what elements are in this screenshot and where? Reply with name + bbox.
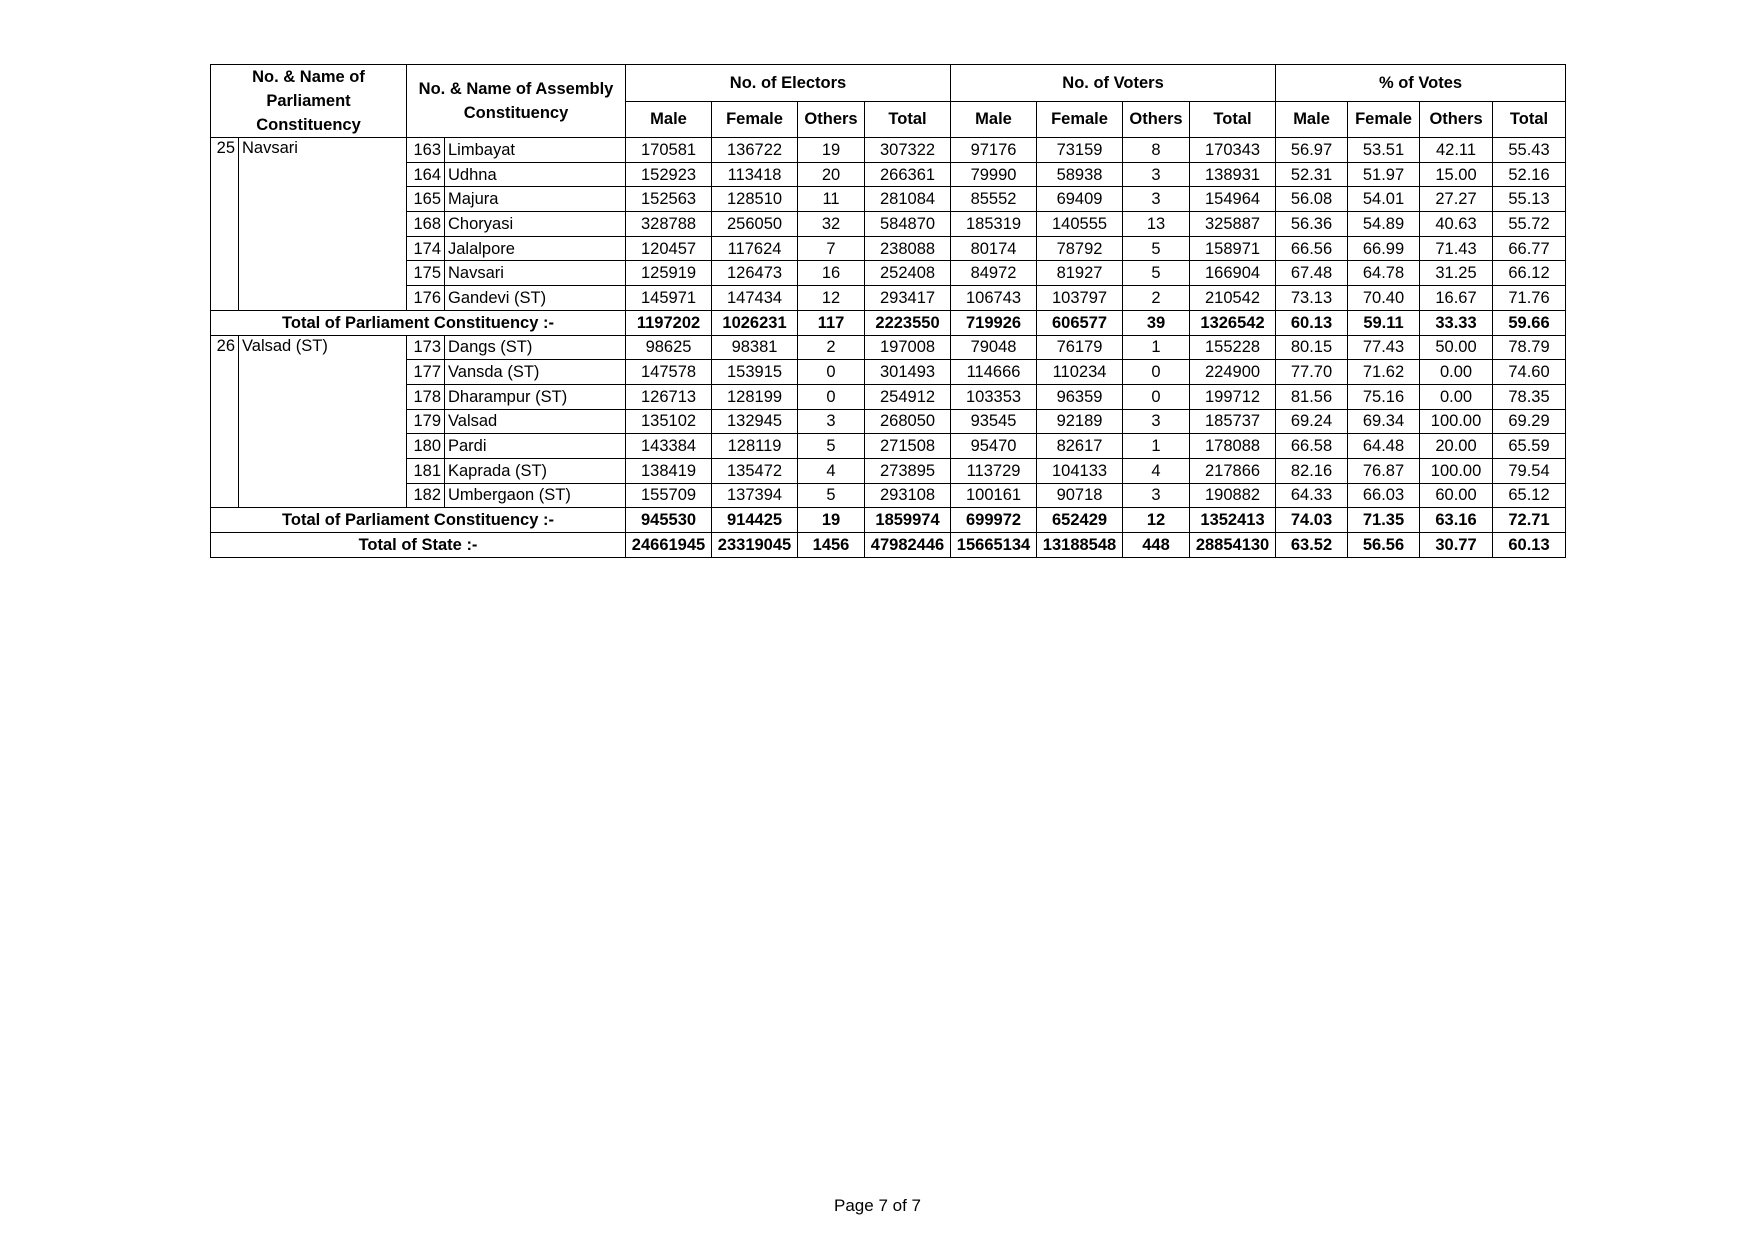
value-cell: 266361 (865, 162, 951, 187)
ac-number: 182 (407, 483, 445, 508)
value-cell: 252408 (865, 261, 951, 286)
ac-number: 175 (407, 261, 445, 286)
value-cell: 0.00 (1420, 360, 1493, 385)
value-cell: 76179 (1037, 335, 1123, 360)
value-cell: 92189 (1037, 409, 1123, 434)
value-cell: 93545 (951, 409, 1037, 434)
value-cell: 128199 (712, 384, 798, 409)
table-row (211, 286, 1566, 311)
value-cell: 98625 (626, 335, 712, 360)
value-cell: 55.72 (1493, 212, 1566, 237)
value-cell: 2 (798, 335, 865, 360)
value-cell: 238088 (865, 236, 951, 261)
value-cell: 82.16 (1276, 458, 1348, 483)
total-cell: 117 (798, 310, 865, 335)
state-total-cell: 15665134 (951, 533, 1037, 558)
value-cell: 8 (1123, 138, 1190, 163)
value-cell: 170343 (1190, 138, 1276, 163)
value-cell: 155709 (626, 483, 712, 508)
total-cell: 1197202 (626, 310, 712, 335)
table-row (211, 138, 1566, 163)
value-cell: 7 (798, 236, 865, 261)
ac-number: 163 (407, 138, 445, 163)
total-cell: 71.35 (1348, 508, 1420, 533)
value-cell: 70.40 (1348, 286, 1420, 311)
value-cell: 125919 (626, 261, 712, 286)
value-cell: 71.43 (1420, 236, 1493, 261)
value-cell: 77.43 (1348, 335, 1420, 360)
ac-name: Majura (445, 187, 626, 212)
ac-number: 168 (407, 212, 445, 237)
value-cell: 136722 (712, 138, 798, 163)
value-cell: 66.99 (1348, 236, 1420, 261)
value-cell: 0 (1123, 384, 1190, 409)
total-cell: 652429 (1037, 508, 1123, 533)
value-cell: 69409 (1037, 187, 1123, 212)
value-cell: 71.62 (1348, 360, 1420, 385)
value-cell: 273895 (865, 458, 951, 483)
value-cell: 3 (1123, 483, 1190, 508)
value-cell: 106743 (951, 286, 1037, 311)
ac-name: Dangs (ST) (445, 335, 626, 360)
value-cell: 78792 (1037, 236, 1123, 261)
state-total-cell: 60.13 (1493, 533, 1566, 558)
total-cell: 39 (1123, 310, 1190, 335)
value-cell: 54.89 (1348, 212, 1420, 237)
value-cell: 81927 (1037, 261, 1123, 286)
value-cell: 126713 (626, 384, 712, 409)
value-cell: 135472 (712, 458, 798, 483)
value-cell: 178088 (1190, 434, 1276, 459)
value-cell: 97176 (951, 138, 1037, 163)
table-row (211, 261, 1566, 286)
value-cell: 126473 (712, 261, 798, 286)
value-cell: 307322 (865, 138, 951, 163)
value-cell: 60.00 (1420, 483, 1493, 508)
value-cell: 75.16 (1348, 384, 1420, 409)
ac-name: Jalalpore (445, 236, 626, 261)
total-cell: 914425 (712, 508, 798, 533)
value-cell: 79048 (951, 335, 1037, 360)
ac-number: 174 (407, 236, 445, 261)
value-cell: 16.67 (1420, 286, 1493, 311)
total-cell: 1352413 (1190, 508, 1276, 533)
value-cell: 20 (798, 162, 865, 187)
table-row (211, 335, 1566, 360)
ac-name: Navsari (445, 261, 626, 286)
value-cell: 16 (798, 261, 865, 286)
value-cell: 98381 (712, 335, 798, 360)
total-cell: 1026231 (712, 310, 798, 335)
value-cell: 69.34 (1348, 409, 1420, 434)
total-cell: 945530 (626, 508, 712, 533)
value-cell: 79990 (951, 162, 1037, 187)
value-cell: 3 (1123, 409, 1190, 434)
value-cell: 154964 (1190, 187, 1276, 212)
value-cell: 110234 (1037, 360, 1123, 385)
value-cell: 113418 (712, 162, 798, 187)
value-cell: 42.11 (1420, 138, 1493, 163)
value-cell: 103353 (951, 384, 1037, 409)
subcol-header: Female (1037, 101, 1123, 138)
value-cell: 0 (798, 384, 865, 409)
value-cell: 5 (798, 483, 865, 508)
value-cell: 66.58 (1276, 434, 1348, 459)
value-cell: 15.00 (1420, 162, 1493, 187)
ac-name: Pardi (445, 434, 626, 459)
value-cell: 77.70 (1276, 360, 1348, 385)
pc-header: No. & Name of Parliament Constituency (211, 65, 407, 138)
value-cell: 217866 (1190, 458, 1276, 483)
value-cell: 325887 (1190, 212, 1276, 237)
value-cell: 5 (1123, 236, 1190, 261)
table-row (211, 236, 1566, 261)
voters-header: No. of Voters (951, 65, 1276, 102)
subcol-header: Male (951, 101, 1037, 138)
value-cell: 54.01 (1348, 187, 1420, 212)
total-cell: 1859974 (865, 508, 951, 533)
value-cell: 66.77 (1493, 236, 1566, 261)
ac-header: No. & Name of Assembly Constituency (407, 65, 626, 138)
value-cell: 271508 (865, 434, 951, 459)
value-cell: 58938 (1037, 162, 1123, 187)
value-cell: 4 (1123, 458, 1190, 483)
table-header (211, 65, 1566, 138)
total-cell: 1326542 (1190, 310, 1276, 335)
value-cell: 95470 (951, 434, 1037, 459)
value-cell: 135102 (626, 409, 712, 434)
value-cell: 293417 (865, 286, 951, 311)
value-cell: 120457 (626, 236, 712, 261)
value-cell: 117624 (712, 236, 798, 261)
pc-total-label: Total of Parliament Constituency :- (211, 310, 626, 335)
value-cell: 96359 (1037, 384, 1123, 409)
value-cell: 256050 (712, 212, 798, 237)
total-cell: 699972 (951, 508, 1037, 533)
page-number: Page 7 of 7 (834, 1196, 921, 1215)
value-cell: 132945 (712, 409, 798, 434)
table-row (211, 360, 1566, 385)
value-cell: 158971 (1190, 236, 1276, 261)
pc-number: 25 (211, 138, 239, 311)
value-cell: 143384 (626, 434, 712, 459)
pc-total-row (211, 310, 1566, 335)
state-total-cell: 1456 (798, 533, 865, 558)
ac-name: Kaprada (ST) (445, 458, 626, 483)
value-cell: 52.31 (1276, 162, 1348, 187)
ac-number: 177 (407, 360, 445, 385)
value-cell: 254912 (865, 384, 951, 409)
value-cell: 268050 (865, 409, 951, 434)
value-cell: 0 (1123, 360, 1190, 385)
subcol-header: Male (1276, 101, 1348, 138)
value-cell: 100161 (951, 483, 1037, 508)
value-cell: 170581 (626, 138, 712, 163)
pc-total-row (211, 508, 1566, 533)
total-cell: 33.33 (1420, 310, 1493, 335)
state-total-cell: 28854130 (1190, 533, 1276, 558)
value-cell: 199712 (1190, 384, 1276, 409)
value-cell: 73159 (1037, 138, 1123, 163)
state-total-row (211, 533, 1566, 558)
state-total-cell: 30.77 (1420, 533, 1493, 558)
value-cell: 66.03 (1348, 483, 1420, 508)
value-cell: 55.13 (1493, 187, 1566, 212)
ac-number: 180 (407, 434, 445, 459)
value-cell: 138419 (626, 458, 712, 483)
value-cell: 81.56 (1276, 384, 1348, 409)
ac-name: Dharampur (ST) (445, 384, 626, 409)
value-cell: 69.24 (1276, 409, 1348, 434)
value-cell: 65.12 (1493, 483, 1566, 508)
value-cell: 2 (1123, 286, 1190, 311)
state-total-label: Total of State :- (211, 533, 626, 558)
value-cell: 69.29 (1493, 409, 1566, 434)
total-cell: 2223550 (865, 310, 951, 335)
value-cell: 79.54 (1493, 458, 1566, 483)
value-cell: 64.78 (1348, 261, 1420, 286)
value-cell: 137394 (712, 483, 798, 508)
value-cell: 3 (798, 409, 865, 434)
state-total-cell: 23319045 (712, 533, 798, 558)
value-cell: 80.15 (1276, 335, 1348, 360)
ac-number: 179 (407, 409, 445, 434)
value-cell: 3 (1123, 162, 1190, 187)
total-cell: 606577 (1037, 310, 1123, 335)
state-total-cell: 13188548 (1037, 533, 1123, 558)
value-cell: 104133 (1037, 458, 1123, 483)
value-cell: 82617 (1037, 434, 1123, 459)
value-cell: 103797 (1037, 286, 1123, 311)
value-cell: 185319 (951, 212, 1037, 237)
value-cell: 328788 (626, 212, 712, 237)
value-cell: 140555 (1037, 212, 1123, 237)
ac-name: Choryasi (445, 212, 626, 237)
subcol-header: Female (1348, 101, 1420, 138)
state-total-cell: 56.56 (1348, 533, 1420, 558)
value-cell: 27.27 (1420, 187, 1493, 212)
value-cell: 78.35 (1493, 384, 1566, 409)
subcol-header: Total (1190, 101, 1276, 138)
value-cell: 301493 (865, 360, 951, 385)
value-cell: 66.12 (1493, 261, 1566, 286)
pc-total-label: Total of Parliament Constituency :- (211, 508, 626, 533)
percent-votes-header: % of Votes (1276, 65, 1566, 102)
subcol-header: Others (1420, 101, 1493, 138)
ac-number: 165 (407, 187, 445, 212)
value-cell: 12 (798, 286, 865, 311)
value-cell: 1 (1123, 434, 1190, 459)
value-cell: 0.00 (1420, 384, 1493, 409)
value-cell: 65.59 (1493, 434, 1566, 459)
value-cell: 56.36 (1276, 212, 1348, 237)
state-total-cell: 63.52 (1276, 533, 1348, 558)
table-row (211, 483, 1566, 508)
ac-number: 181 (407, 458, 445, 483)
value-cell: 224900 (1190, 360, 1276, 385)
value-cell: 293108 (865, 483, 951, 508)
value-cell: 55.43 (1493, 138, 1566, 163)
ac-name: Udhna (445, 162, 626, 187)
value-cell: 67.48 (1276, 261, 1348, 286)
value-cell: 100.00 (1420, 409, 1493, 434)
value-cell: 74.60 (1493, 360, 1566, 385)
ac-number: 176 (407, 286, 445, 311)
table-row (211, 384, 1566, 409)
subcol-header: Others (798, 101, 865, 138)
value-cell: 5 (1123, 261, 1190, 286)
electors-header: No. of Electors (626, 65, 951, 102)
value-cell: 5 (798, 434, 865, 459)
value-cell: 71.76 (1493, 286, 1566, 311)
value-cell: 128119 (712, 434, 798, 459)
total-cell: 60.13 (1276, 310, 1348, 335)
state-total-cell: 47982446 (865, 533, 951, 558)
ac-number: 173 (407, 335, 445, 360)
value-cell: 147578 (626, 360, 712, 385)
table-body (211, 138, 1566, 558)
value-cell: 0 (798, 360, 865, 385)
value-cell: 56.08 (1276, 187, 1348, 212)
value-cell: 145971 (626, 286, 712, 311)
value-cell: 20.00 (1420, 434, 1493, 459)
value-cell: 210542 (1190, 286, 1276, 311)
subcol-header: Female (712, 101, 798, 138)
value-cell: 11 (798, 187, 865, 212)
table-row (211, 409, 1566, 434)
value-cell: 166904 (1190, 261, 1276, 286)
value-cell: 51.97 (1348, 162, 1420, 187)
table-row (211, 187, 1566, 212)
value-cell: 31.25 (1420, 261, 1493, 286)
value-cell: 185737 (1190, 409, 1276, 434)
subcol-header: Others (1123, 101, 1190, 138)
subcol-header: Total (865, 101, 951, 138)
value-cell: 40.63 (1420, 212, 1493, 237)
pc-name: Valsad (ST) (239, 335, 407, 508)
value-cell: 80174 (951, 236, 1037, 261)
total-cell: 719926 (951, 310, 1037, 335)
value-cell: 138931 (1190, 162, 1276, 187)
value-cell: 64.48 (1348, 434, 1420, 459)
value-cell: 4 (798, 458, 865, 483)
ac-name: Limbayat (445, 138, 626, 163)
pc-number: 26 (211, 335, 239, 508)
value-cell: 100.00 (1420, 458, 1493, 483)
table-row (211, 162, 1566, 187)
total-cell: 74.03 (1276, 508, 1348, 533)
subcol-header: Total (1493, 101, 1566, 138)
value-cell: 584870 (865, 212, 951, 237)
total-cell: 63.16 (1420, 508, 1493, 533)
total-cell: 19 (798, 508, 865, 533)
value-cell: 19 (798, 138, 865, 163)
value-cell: 66.56 (1276, 236, 1348, 261)
value-cell: 32 (798, 212, 865, 237)
value-cell: 50.00 (1420, 335, 1493, 360)
total-cell: 59.11 (1348, 310, 1420, 335)
value-cell: 90718 (1037, 483, 1123, 508)
value-cell: 113729 (951, 458, 1037, 483)
results-table (210, 64, 1566, 558)
ac-name: Umbergaon (ST) (445, 483, 626, 508)
value-cell: 13 (1123, 212, 1190, 237)
value-cell: 152923 (626, 162, 712, 187)
value-cell: 85552 (951, 187, 1037, 212)
ac-number: 164 (407, 162, 445, 187)
total-cell: 72.71 (1493, 508, 1566, 533)
state-total-cell: 24661945 (626, 533, 712, 558)
value-cell: 76.87 (1348, 458, 1420, 483)
value-cell: 197008 (865, 335, 951, 360)
total-cell: 12 (1123, 508, 1190, 533)
value-cell: 152563 (626, 187, 712, 212)
subcol-header: Male (626, 101, 712, 138)
value-cell: 281084 (865, 187, 951, 212)
value-cell: 78.79 (1493, 335, 1566, 360)
value-cell: 53.51 (1348, 138, 1420, 163)
value-cell: 153915 (712, 360, 798, 385)
value-cell: 56.97 (1276, 138, 1348, 163)
table-row (211, 458, 1566, 483)
total-cell: 59.66 (1493, 310, 1566, 335)
value-cell: 147434 (712, 286, 798, 311)
value-cell: 3 (1123, 187, 1190, 212)
value-cell: 128510 (712, 187, 798, 212)
state-total-cell: 448 (1123, 533, 1190, 558)
ac-number: 178 (407, 384, 445, 409)
value-cell: 155228 (1190, 335, 1276, 360)
value-cell: 64.33 (1276, 483, 1348, 508)
ac-name: Gandevi (ST) (445, 286, 626, 311)
pc-name: Navsari (239, 138, 407, 311)
value-cell: 52.16 (1493, 162, 1566, 187)
table-row (211, 212, 1566, 237)
value-cell: 1 (1123, 335, 1190, 360)
value-cell: 84972 (951, 261, 1037, 286)
value-cell: 114666 (951, 360, 1037, 385)
value-cell: 190882 (1190, 483, 1276, 508)
table-row (211, 434, 1566, 459)
ac-name: Valsad (445, 409, 626, 434)
ac-name: Vansda (ST) (445, 360, 626, 385)
value-cell: 73.13 (1276, 286, 1348, 311)
